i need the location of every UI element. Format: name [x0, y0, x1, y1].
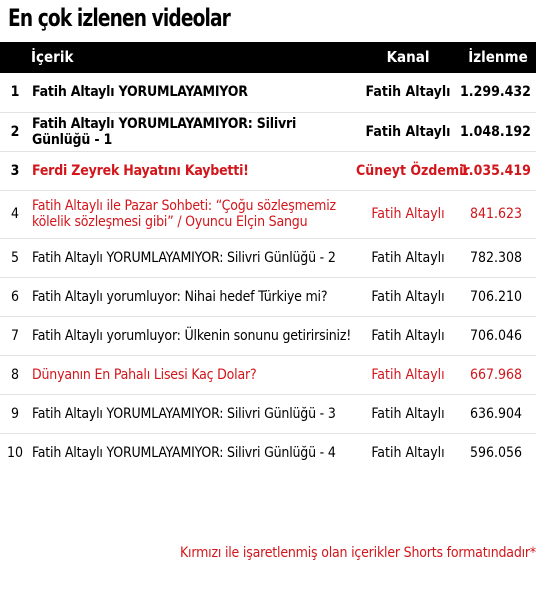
table-row — [0, 277, 536, 316]
row-views: 782.308 — [469, 249, 523, 266]
row-channel: Fatih Altaylı — [371, 444, 445, 461]
row-title: Ferdi Zeyrek Hayatını Kaybetti! — [32, 162, 249, 179]
table-row — [0, 112, 536, 151]
row-title: Fatih Altaylı yorumluyor: Nihai hedef Türkiye mi? — [32, 288, 328, 305]
row-rank: 6 — [10, 288, 19, 305]
table-body — [0, 73, 536, 472]
row-rank: 7 — [10, 327, 19, 344]
row-views: 1.035.419 — [460, 162, 531, 179]
column-header-content: İçerik — [31, 48, 74, 66]
table-row — [0, 73, 536, 112]
row-rank: 2 — [10, 123, 20, 140]
table-row — [0, 433, 536, 472]
row-title: Fatih Altaylı ile Pazar Sohbeti: “Çoğu sözleşmemiz kölelik sözleşmesi gibi” / Oyuncu Elçin Sangu — [32, 198, 336, 230]
row-title: Fatih Altaylı YORUMLAYAMIYOR: Silivri Günlüğü - 3 — [32, 405, 336, 422]
table-header-row — [0, 42, 536, 73]
table-header — [0, 42, 536, 73]
row-views: 706.046 — [469, 327, 523, 344]
row-views: 706.210 — [469, 288, 523, 305]
videos-table — [0, 42, 536, 472]
row-title: Fatih Altaylı YORUMLAYAMIYOR: Silivri Günlüğü - 4 — [32, 444, 336, 461]
table-row — [0, 238, 536, 277]
row-channel: Fatih Altaylı — [371, 405, 445, 422]
row-views: 841.623 — [469, 206, 523, 222]
row-title: Fatih Altaylı YORUMLAYAMIYOR: Silivri Günlüğü - 1 — [32, 115, 297, 148]
row-channel: Fatih Altaylı — [371, 249, 445, 266]
row-rank: 4 — [10, 206, 19, 222]
row-views: 1.299.432 — [460, 84, 531, 101]
table-row — [0, 316, 536, 355]
row-views: 636.904 — [469, 405, 523, 422]
row-views: 1.048.192 — [460, 123, 531, 140]
row-channel: Fatih Altaylı — [371, 327, 445, 344]
page-title: En çok izlenen videolar — [8, 4, 230, 32]
row-views: 596.056 — [469, 444, 523, 461]
row-title: Fatih Altaylı YORUMLAYAMIYOR: Silivri Günlüğü - 2 — [32, 249, 336, 266]
row-rank: 5 — [10, 249, 19, 266]
row-rank: 3 — [10, 162, 20, 179]
row-rank: 8 — [10, 366, 19, 383]
row-rank: 9 — [10, 405, 19, 422]
table-row — [0, 151, 536, 190]
table-row — [0, 355, 536, 394]
row-title: Fatih Altaylı yorumluyor: Ülkenin sonunu getirirsiniz! — [32, 327, 352, 344]
row-title: Fatih Altaylı YORUMLAYAMIYOR — [32, 84, 248, 101]
row-title: Dünyanın En Pahalı Lisesi Kaç Dolar? — [32, 366, 257, 383]
row-channel: Fatih Altaylı — [365, 123, 451, 140]
row-channel: Cüneyt Özdemir — [356, 162, 470, 179]
table-row — [0, 394, 536, 433]
column-header-channel: Kanal — [386, 48, 430, 66]
column-header-views: İzlenme — [468, 48, 528, 66]
row-channel: Fatih Altaylı — [371, 366, 445, 383]
row-rank: 10 — [6, 444, 24, 461]
row-channel: Fatih Altaylı — [365, 84, 451, 101]
row-channel: Fatih Altaylı — [371, 288, 445, 305]
table-row — [0, 190, 536, 238]
shorts-footnote: Kırmızı ile işaretlenmiş olan içerikler Shorts formatındadır* — [179, 545, 536, 561]
row-views: 667.968 — [469, 366, 523, 383]
row-rank: 1 — [10, 84, 20, 101]
row-channel: Fatih Altaylı — [371, 206, 445, 222]
